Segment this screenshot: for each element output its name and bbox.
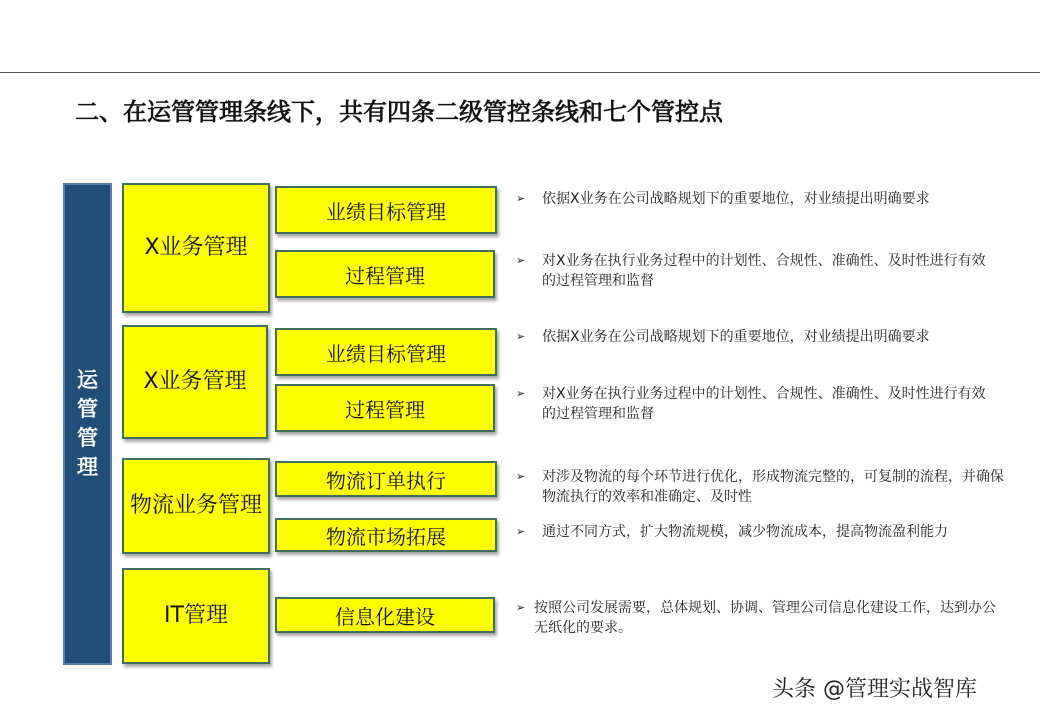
sidebar-label: 运管管理	[77, 368, 98, 479]
group-name: X业务管理	[143, 369, 247, 394]
bullet-arrow-icon: ➢	[516, 254, 526, 267]
control-point-label: 过程管理	[345, 397, 425, 422]
bullet-arrow-icon: ➢	[516, 601, 526, 614]
description-item	[516, 384, 986, 424]
control-point-box	[275, 328, 497, 376]
description-text: 依据X业务在公司战略规划下的重要地位，对业绩提出明确要求	[542, 191, 930, 207]
bullet-arrow-icon: ➢	[516, 470, 526, 483]
group-box	[122, 458, 270, 554]
control-point-box	[275, 597, 495, 633]
control-point-box	[275, 384, 495, 432]
bullet-arrow-icon: ➢	[516, 387, 526, 400]
group-box	[122, 568, 270, 664]
control-point-label: 信息化建设	[335, 604, 435, 629]
description-text: 按照公司发展需要，总体规划、协调、管理公司信息化建设工作，达到办公无纸化的要求。	[534, 600, 996, 636]
group-box	[122, 183, 270, 313]
description-item	[516, 598, 1006, 638]
description-text: 依据X业务在公司战略规划下的重要地位，对业绩提出明确要求	[542, 329, 930, 345]
group-box	[122, 325, 268, 439]
description-item	[516, 251, 986, 291]
description-text: 通过不同方式，扩大物流规模，减少物流成本，提高物流盈利能力	[542, 524, 948, 540]
watermark: 头条 @管理实战智库	[772, 677, 977, 702]
control-point-label: 物流市场拓展	[326, 524, 446, 549]
description-item	[516, 327, 986, 347]
group-name: X业务管理	[144, 235, 248, 260]
control-point-box	[275, 518, 497, 552]
bullet-arrow-icon: ➢	[516, 525, 526, 538]
control-point-box	[275, 461, 497, 497]
control-point-label: 过程管理	[345, 263, 425, 288]
description-text: 对X业务在执行业务过程中的计划性、合规性、准确性、及时性进行有效的过程管理和监督	[542, 386, 986, 422]
description-item	[516, 467, 1006, 507]
group-name: 物流业务管理	[130, 493, 263, 518]
description-item	[516, 522, 1006, 542]
control-point-label: 业绩目标管理	[326, 341, 446, 366]
control-point-label: 业绩目标管理	[326, 199, 446, 224]
bullet-arrow-icon: ➢	[516, 192, 526, 205]
control-point-box	[275, 250, 495, 298]
control-point-box	[275, 186, 497, 234]
description-text: 对X业务在执行业务过程中的计划性、合规性、准确性、及时性进行有效的过程管理和监督	[542, 253, 986, 289]
control-point-label: 物流订单执行	[326, 468, 446, 493]
group-name: IT管理	[164, 603, 228, 628]
bullet-arrow-icon: ➢	[516, 330, 526, 343]
page-title: 二、在运管管理条线下，共有四条二级管控条线和七个管控点	[75, 98, 723, 126]
top-divider	[0, 72, 1040, 73]
sidebar-category	[63, 183, 112, 665]
description-text: 对涉及物流的每个环节进行优化，形成物流完整的，可复制的流程，并确保物流执行的效率和准确定、及时性	[542, 469, 1004, 505]
description-item	[516, 189, 986, 209]
